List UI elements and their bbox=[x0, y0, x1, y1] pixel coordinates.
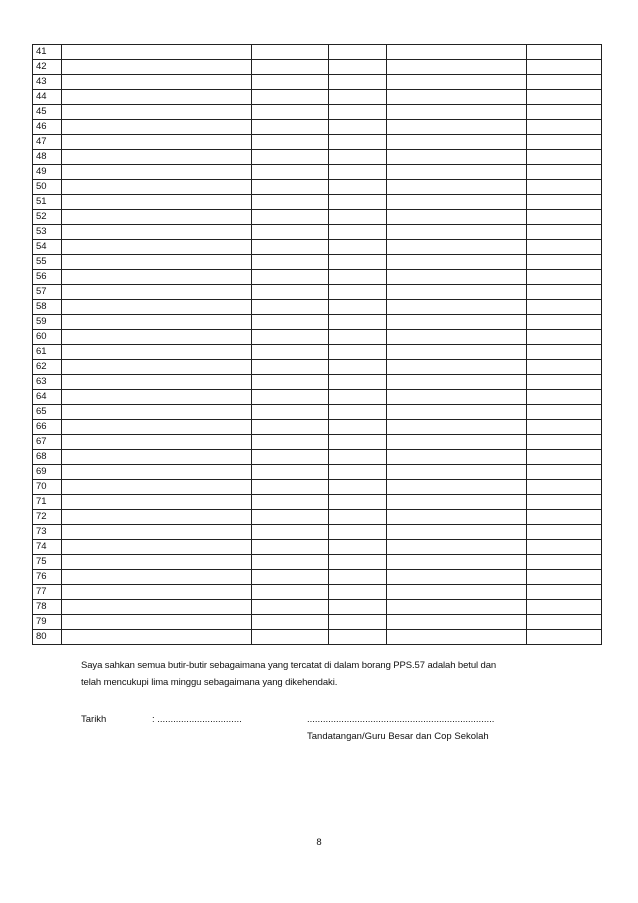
table-row bbox=[33, 420, 602, 435]
table-row bbox=[33, 75, 602, 90]
empty-cell bbox=[329, 120, 387, 135]
empty-cell bbox=[527, 240, 602, 255]
empty-cell bbox=[527, 600, 602, 615]
row-number-cell: 62 bbox=[33, 360, 62, 375]
empty-cell bbox=[252, 450, 329, 465]
empty-cell bbox=[329, 465, 387, 480]
empty-cell bbox=[387, 285, 527, 300]
empty-cell bbox=[62, 555, 252, 570]
row-number-cell: 50 bbox=[33, 180, 62, 195]
signature-caption: Tandatangan/Guru Besar dan Cop Sekolah bbox=[307, 731, 489, 742]
empty-cell bbox=[329, 450, 387, 465]
table-row bbox=[33, 270, 602, 285]
table-row bbox=[33, 165, 602, 180]
empty-cell bbox=[62, 450, 252, 465]
empty-cell bbox=[527, 150, 602, 165]
empty-cell bbox=[252, 60, 329, 75]
row-number-cell: 59 bbox=[33, 315, 62, 330]
empty-cell bbox=[62, 495, 252, 510]
row-number-cell: 79 bbox=[33, 615, 62, 630]
empty-cell bbox=[62, 390, 252, 405]
empty-cell bbox=[387, 75, 527, 90]
empty-cell bbox=[329, 240, 387, 255]
empty-cell bbox=[387, 465, 527, 480]
empty-cell bbox=[62, 600, 252, 615]
empty-cell bbox=[527, 225, 602, 240]
row-number-cell: 61 bbox=[33, 345, 62, 360]
empty-cell bbox=[329, 195, 387, 210]
empty-cell bbox=[387, 225, 527, 240]
table-row bbox=[33, 525, 602, 540]
empty-cell bbox=[252, 150, 329, 165]
empty-cell bbox=[329, 165, 387, 180]
row-number-cell: 77 bbox=[33, 585, 62, 600]
empty-cell bbox=[252, 225, 329, 240]
empty-cell bbox=[329, 405, 387, 420]
empty-cell bbox=[329, 540, 387, 555]
certification-statement bbox=[81, 657, 581, 691]
empty-cell bbox=[387, 525, 527, 540]
empty-cell bbox=[62, 585, 252, 600]
empty-cell bbox=[62, 210, 252, 225]
empty-cell bbox=[387, 105, 527, 120]
empty-cell bbox=[252, 195, 329, 210]
empty-cell bbox=[329, 525, 387, 540]
empty-cell bbox=[62, 465, 252, 480]
row-number-cell: 76 bbox=[33, 570, 62, 585]
empty-cell bbox=[527, 345, 602, 360]
empty-cell bbox=[329, 495, 387, 510]
empty-cell bbox=[527, 195, 602, 210]
empty-cell bbox=[252, 555, 329, 570]
register-table bbox=[32, 44, 602, 645]
row-number-cell: 47 bbox=[33, 135, 62, 150]
row-number-cell: 67 bbox=[33, 435, 62, 450]
empty-cell bbox=[387, 45, 527, 60]
row-number-cell: 60 bbox=[33, 330, 62, 345]
empty-cell bbox=[387, 90, 527, 105]
empty-cell bbox=[527, 510, 602, 525]
empty-cell bbox=[527, 210, 602, 225]
empty-cell bbox=[329, 105, 387, 120]
row-number-cell: 51 bbox=[33, 195, 62, 210]
row-number-cell: 64 bbox=[33, 390, 62, 405]
row-number-cell: 69 bbox=[33, 465, 62, 480]
empty-cell bbox=[252, 90, 329, 105]
table-row bbox=[33, 60, 602, 75]
empty-cell bbox=[62, 285, 252, 300]
empty-cell bbox=[387, 255, 527, 270]
empty-cell bbox=[62, 525, 252, 540]
empty-cell bbox=[329, 270, 387, 285]
table-row bbox=[33, 180, 602, 195]
empty-cell bbox=[527, 585, 602, 600]
empty-cell bbox=[387, 360, 527, 375]
empty-cell bbox=[62, 105, 252, 120]
empty-cell bbox=[329, 420, 387, 435]
empty-cell bbox=[252, 210, 329, 225]
empty-cell bbox=[62, 195, 252, 210]
empty-cell bbox=[329, 480, 387, 495]
empty-cell bbox=[527, 450, 602, 465]
empty-cell bbox=[252, 285, 329, 300]
empty-cell bbox=[527, 540, 602, 555]
table-row bbox=[33, 510, 602, 525]
empty-cell bbox=[329, 180, 387, 195]
table-row bbox=[33, 330, 602, 345]
empty-cell bbox=[387, 300, 527, 315]
table-row bbox=[33, 465, 602, 480]
empty-cell bbox=[329, 630, 387, 645]
empty-cell bbox=[329, 225, 387, 240]
empty-cell bbox=[387, 495, 527, 510]
row-number-cell: 49 bbox=[33, 165, 62, 180]
row-number-cell: 56 bbox=[33, 270, 62, 285]
table-row bbox=[33, 435, 602, 450]
empty-cell bbox=[62, 510, 252, 525]
row-number-cell: 65 bbox=[33, 405, 62, 420]
empty-cell bbox=[527, 480, 602, 495]
empty-cell bbox=[329, 600, 387, 615]
empty-cell bbox=[527, 615, 602, 630]
row-number-cell: 70 bbox=[33, 480, 62, 495]
empty-cell bbox=[527, 570, 602, 585]
empty-cell bbox=[252, 360, 329, 375]
empty-cell bbox=[252, 465, 329, 480]
empty-cell bbox=[527, 330, 602, 345]
empty-cell bbox=[527, 270, 602, 285]
empty-cell bbox=[252, 600, 329, 615]
table-row bbox=[33, 630, 602, 645]
row-number-cell: 48 bbox=[33, 150, 62, 165]
empty-cell bbox=[527, 420, 602, 435]
table-row bbox=[33, 105, 602, 120]
empty-cell bbox=[62, 240, 252, 255]
date-label: Tarikh bbox=[81, 714, 107, 725]
empty-cell bbox=[62, 180, 252, 195]
table-row bbox=[33, 285, 602, 300]
empty-cell bbox=[329, 330, 387, 345]
empty-cell bbox=[387, 510, 527, 525]
table-row bbox=[33, 405, 602, 420]
empty-cell bbox=[252, 255, 329, 270]
row-number-cell: 42 bbox=[33, 60, 62, 75]
empty-cell bbox=[252, 630, 329, 645]
empty-cell bbox=[527, 255, 602, 270]
empty-cell bbox=[329, 90, 387, 105]
empty-cell bbox=[252, 330, 329, 345]
empty-cell bbox=[387, 585, 527, 600]
empty-cell bbox=[527, 120, 602, 135]
empty-cell bbox=[329, 255, 387, 270]
table-row bbox=[33, 315, 602, 330]
row-number-cell: 57 bbox=[33, 285, 62, 300]
empty-cell bbox=[387, 315, 527, 330]
date-field: : ................................ bbox=[152, 714, 242, 725]
empty-cell bbox=[62, 435, 252, 450]
empty-cell bbox=[252, 495, 329, 510]
empty-cell bbox=[62, 225, 252, 240]
empty-cell bbox=[527, 60, 602, 75]
table-row bbox=[33, 450, 602, 465]
table-row bbox=[33, 390, 602, 405]
empty-cell bbox=[527, 90, 602, 105]
empty-cell bbox=[252, 390, 329, 405]
empty-cell bbox=[387, 330, 527, 345]
table-row bbox=[33, 255, 602, 270]
empty-cell bbox=[387, 180, 527, 195]
empty-cell bbox=[329, 375, 387, 390]
empty-cell bbox=[387, 450, 527, 465]
empty-cell bbox=[252, 570, 329, 585]
empty-cell bbox=[62, 540, 252, 555]
row-number-cell: 75 bbox=[33, 555, 62, 570]
row-number-cell: 54 bbox=[33, 240, 62, 255]
row-number-cell: 55 bbox=[33, 255, 62, 270]
empty-cell bbox=[62, 270, 252, 285]
empty-cell bbox=[62, 255, 252, 270]
row-number-cell: 74 bbox=[33, 540, 62, 555]
empty-cell bbox=[527, 390, 602, 405]
empty-cell bbox=[252, 480, 329, 495]
empty-cell bbox=[387, 540, 527, 555]
empty-cell bbox=[527, 495, 602, 510]
empty-cell bbox=[387, 480, 527, 495]
empty-cell bbox=[252, 525, 329, 540]
table-row bbox=[33, 360, 602, 375]
empty-cell bbox=[329, 210, 387, 225]
empty-cell bbox=[387, 555, 527, 570]
empty-cell bbox=[329, 585, 387, 600]
empty-cell bbox=[252, 105, 329, 120]
empty-cell bbox=[329, 555, 387, 570]
row-number-cell: 63 bbox=[33, 375, 62, 390]
empty-cell bbox=[527, 375, 602, 390]
table-row bbox=[33, 120, 602, 135]
empty-cell bbox=[252, 240, 329, 255]
empty-cell bbox=[62, 315, 252, 330]
empty-cell bbox=[252, 300, 329, 315]
empty-cell bbox=[62, 165, 252, 180]
empty-cell bbox=[527, 555, 602, 570]
empty-cell bbox=[527, 405, 602, 420]
empty-cell bbox=[527, 315, 602, 330]
empty-cell bbox=[62, 60, 252, 75]
table-row bbox=[33, 540, 602, 555]
empty-cell bbox=[252, 165, 329, 180]
empty-cell bbox=[62, 630, 252, 645]
empty-cell bbox=[252, 435, 329, 450]
empty-cell bbox=[252, 420, 329, 435]
empty-cell bbox=[252, 270, 329, 285]
table-row bbox=[33, 195, 602, 210]
empty-cell bbox=[329, 435, 387, 450]
empty-cell bbox=[62, 420, 252, 435]
empty-cell bbox=[527, 300, 602, 315]
page-number: 8 bbox=[316, 837, 322, 848]
empty-cell bbox=[387, 210, 527, 225]
table-row bbox=[33, 345, 602, 360]
empty-cell bbox=[252, 345, 329, 360]
empty-cell bbox=[329, 150, 387, 165]
empty-cell bbox=[387, 345, 527, 360]
empty-cell bbox=[252, 375, 329, 390]
statement-line-1: Saya sahkan semua butir-butir sebagaimana yang tercatat di dalam borang PPS.57 adalah betul dan bbox=[81, 660, 497, 671]
empty-cell bbox=[387, 240, 527, 255]
empty-cell bbox=[387, 120, 527, 135]
empty-cell bbox=[329, 315, 387, 330]
empty-cell bbox=[387, 435, 527, 450]
table-row bbox=[33, 615, 602, 630]
empty-cell bbox=[62, 480, 252, 495]
empty-cell bbox=[387, 60, 527, 75]
empty-cell bbox=[387, 420, 527, 435]
empty-cell bbox=[527, 285, 602, 300]
empty-cell bbox=[62, 135, 252, 150]
table-row bbox=[33, 555, 602, 570]
empty-cell bbox=[387, 135, 527, 150]
empty-cell bbox=[252, 180, 329, 195]
empty-cell bbox=[387, 600, 527, 615]
empty-cell bbox=[527, 75, 602, 90]
empty-cell bbox=[252, 540, 329, 555]
empty-cell bbox=[62, 75, 252, 90]
empty-cell bbox=[329, 75, 387, 90]
empty-cell bbox=[252, 75, 329, 90]
empty-cell bbox=[62, 45, 252, 60]
empty-cell bbox=[252, 405, 329, 420]
table-row bbox=[33, 240, 602, 255]
empty-cell bbox=[527, 135, 602, 150]
row-number-cell: 78 bbox=[33, 600, 62, 615]
empty-cell bbox=[252, 135, 329, 150]
empty-cell bbox=[62, 120, 252, 135]
table-row bbox=[33, 375, 602, 390]
empty-cell bbox=[62, 570, 252, 585]
table-row bbox=[33, 90, 602, 105]
empty-cell bbox=[329, 510, 387, 525]
empty-cell bbox=[62, 360, 252, 375]
row-number-cell: 80 bbox=[33, 630, 62, 645]
row-number-cell: 44 bbox=[33, 90, 62, 105]
empty-cell bbox=[62, 345, 252, 360]
empty-cell bbox=[329, 135, 387, 150]
empty-cell bbox=[527, 165, 602, 180]
empty-cell bbox=[62, 615, 252, 630]
empty-cell bbox=[252, 585, 329, 600]
empty-cell bbox=[62, 405, 252, 420]
row-number-cell: 46 bbox=[33, 120, 62, 135]
empty-cell bbox=[252, 510, 329, 525]
empty-cell bbox=[252, 45, 329, 60]
empty-cell bbox=[252, 315, 329, 330]
row-number-cell: 53 bbox=[33, 225, 62, 240]
statement-line-2: telah mencukupi lima minggu sebagaimana yang dikehendaki. bbox=[81, 677, 338, 688]
empty-cell bbox=[62, 375, 252, 390]
empty-cell bbox=[329, 285, 387, 300]
empty-cell bbox=[527, 105, 602, 120]
row-number-cell: 58 bbox=[33, 300, 62, 315]
table-row bbox=[33, 300, 602, 315]
empty-cell bbox=[329, 615, 387, 630]
register-table-body bbox=[33, 45, 602, 645]
empty-cell bbox=[62, 150, 252, 165]
empty-cell bbox=[329, 360, 387, 375]
table-row bbox=[33, 225, 602, 240]
empty-cell bbox=[387, 405, 527, 420]
empty-cell bbox=[387, 150, 527, 165]
empty-cell bbox=[329, 345, 387, 360]
row-number-cell: 72 bbox=[33, 510, 62, 525]
table-row bbox=[33, 135, 602, 150]
row-number-cell: 45 bbox=[33, 105, 62, 120]
empty-cell bbox=[527, 525, 602, 540]
row-number-cell: 71 bbox=[33, 495, 62, 510]
row-number-cell: 52 bbox=[33, 210, 62, 225]
empty-cell bbox=[387, 390, 527, 405]
empty-cell bbox=[387, 270, 527, 285]
empty-cell bbox=[527, 630, 602, 645]
empty-cell bbox=[387, 165, 527, 180]
empty-cell bbox=[527, 360, 602, 375]
empty-cell bbox=[62, 330, 252, 345]
empty-cell bbox=[387, 375, 527, 390]
empty-cell bbox=[329, 60, 387, 75]
table-row bbox=[33, 210, 602, 225]
empty-cell bbox=[62, 300, 252, 315]
empty-cell bbox=[329, 45, 387, 60]
row-number-cell: 73 bbox=[33, 525, 62, 540]
empty-cell bbox=[387, 630, 527, 645]
signature-line: ....................................................................... bbox=[307, 714, 495, 725]
row-number-cell: 68 bbox=[33, 450, 62, 465]
empty-cell bbox=[527, 465, 602, 480]
empty-cell bbox=[527, 180, 602, 195]
empty-cell bbox=[329, 570, 387, 585]
table-row bbox=[33, 585, 602, 600]
row-number-cell: 66 bbox=[33, 420, 62, 435]
empty-cell bbox=[387, 570, 527, 585]
table-row bbox=[33, 150, 602, 165]
table-row bbox=[33, 495, 602, 510]
table-row bbox=[33, 45, 602, 60]
empty-cell bbox=[252, 120, 329, 135]
empty-cell bbox=[329, 390, 387, 405]
row-number-cell: 41 bbox=[33, 45, 62, 60]
table-row bbox=[33, 600, 602, 615]
empty-cell bbox=[527, 45, 602, 60]
empty-cell bbox=[387, 615, 527, 630]
table-row bbox=[33, 480, 602, 495]
empty-cell bbox=[527, 435, 602, 450]
empty-cell bbox=[252, 615, 329, 630]
empty-cell bbox=[329, 300, 387, 315]
table-row bbox=[33, 570, 602, 585]
row-number-cell: 43 bbox=[33, 75, 62, 90]
empty-cell bbox=[387, 195, 527, 210]
empty-cell bbox=[62, 90, 252, 105]
